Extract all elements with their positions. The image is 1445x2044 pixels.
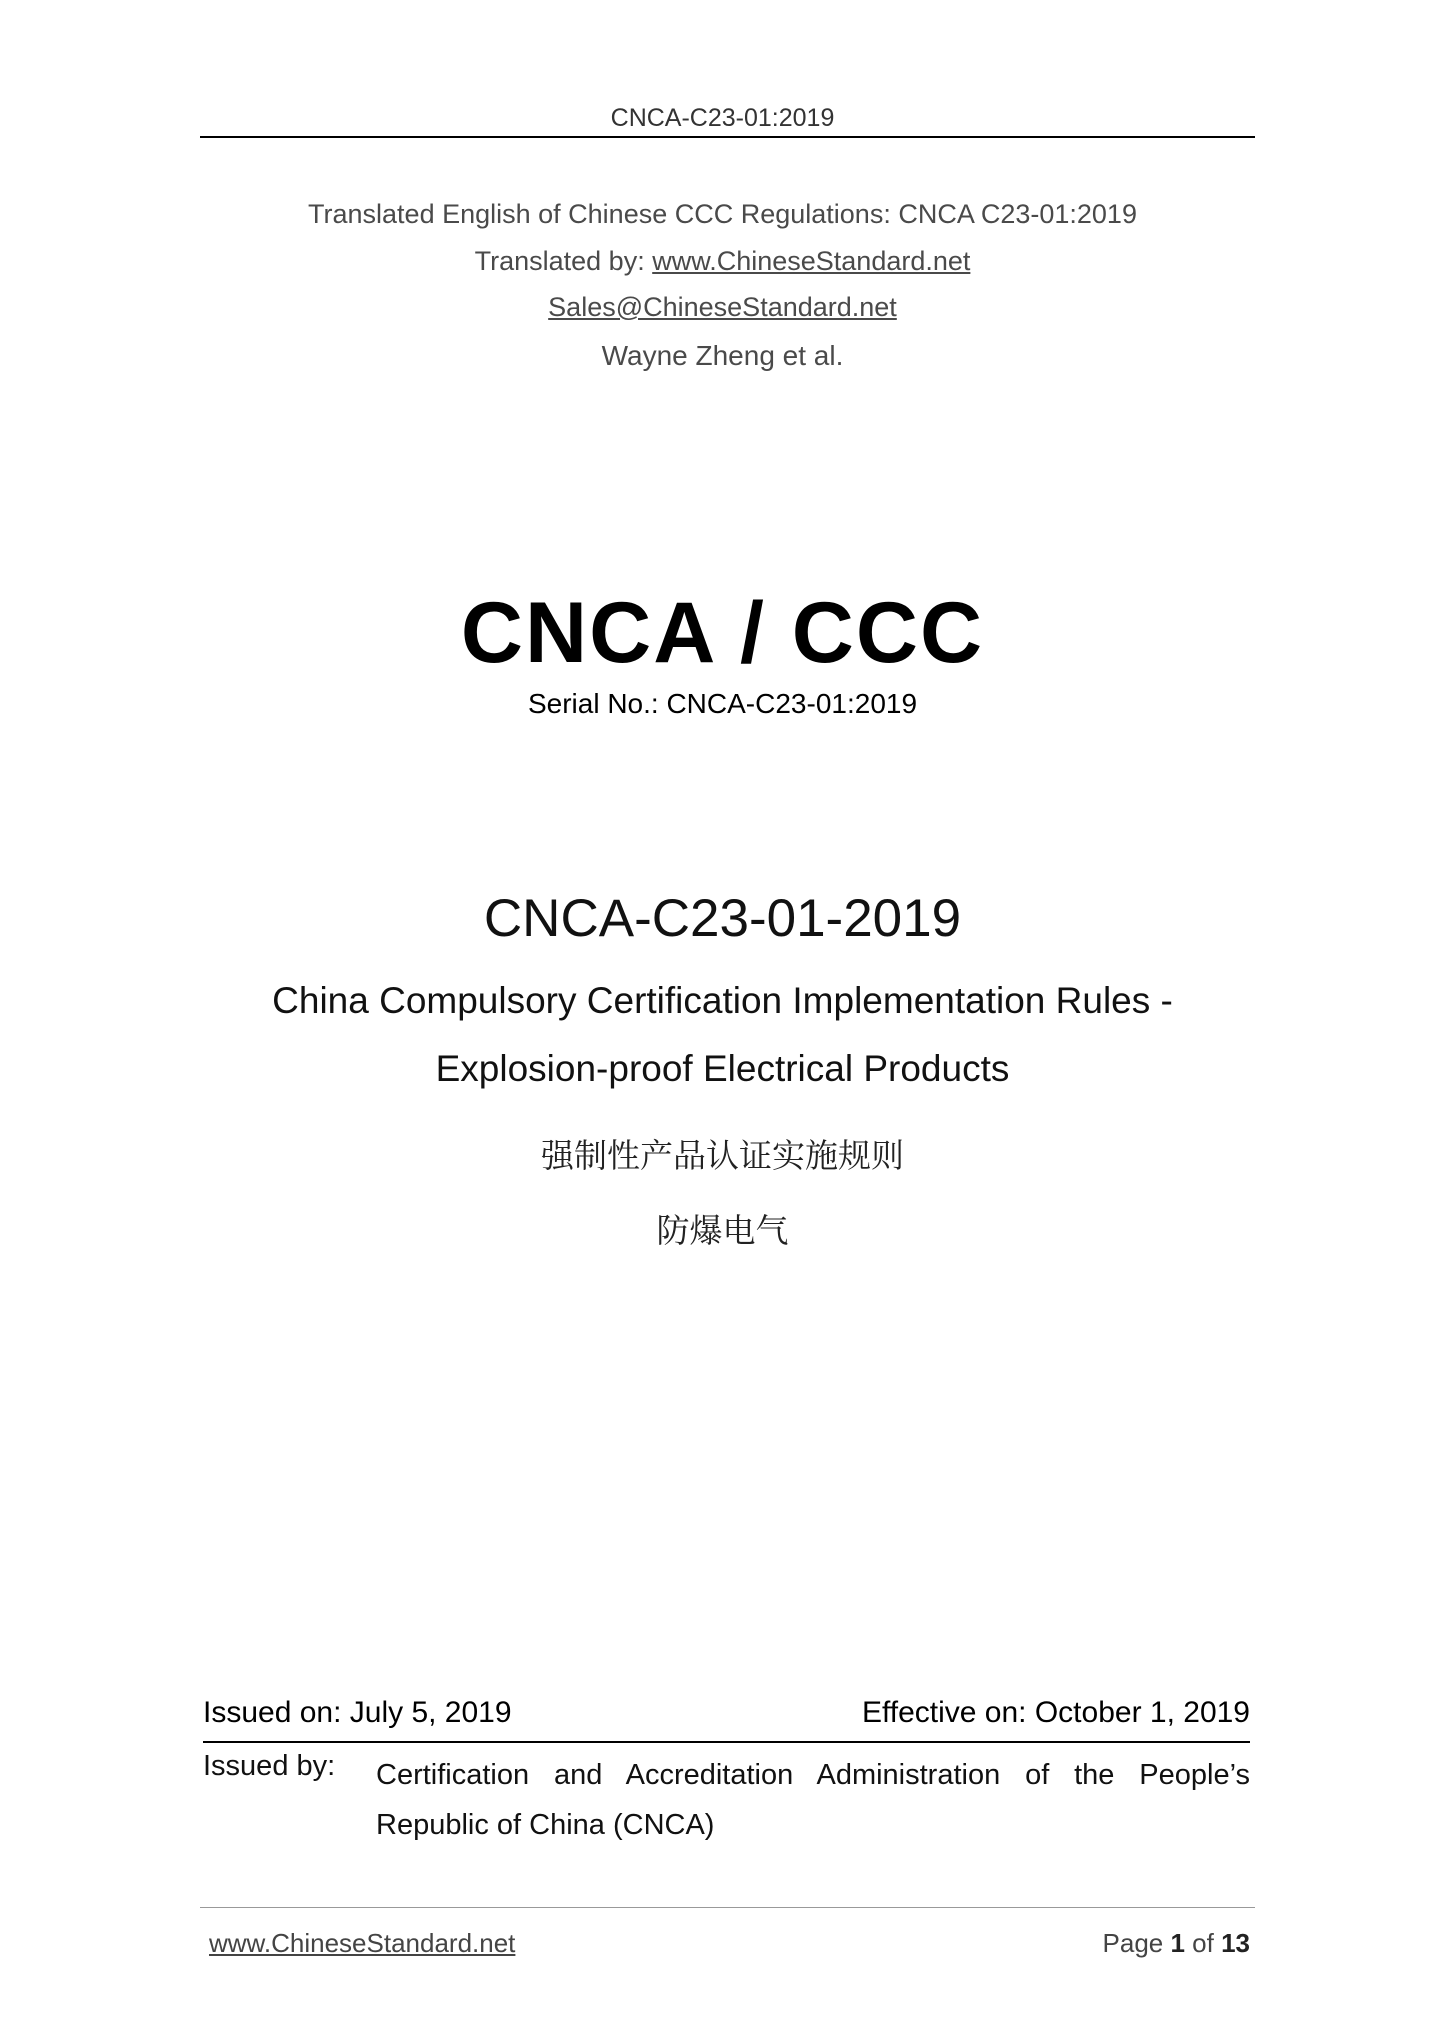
page-current: 1 [1170, 1928, 1185, 1958]
effective-on-date: Effective on: October 1, 2019 [861, 1696, 1250, 1729]
translation-authors: Wayne Zheng et al. [601, 340, 844, 371]
serial-number: Serial No.: CNCA-C23-01:2019 [527, 688, 918, 719]
translated-by-line [0, 246, 1445, 277]
header-divider [200, 136, 1255, 138]
cover-main-title: CNCA / CCC [460, 585, 985, 681]
page-of-label: of [1184, 1928, 1222, 1958]
chinese-title-line-2: 防爆电气 [656, 1211, 789, 1250]
footer-divider [200, 1907, 1255, 1908]
sales-email-line [0, 292, 1445, 323]
page-indicator [950, 1928, 1250, 1959]
issued-by-label: Issued by: [203, 1750, 336, 1782]
translation-title: Translated English of Chinese CCC Regulations: CNCA C23-01:2019 [308, 199, 1137, 229]
document-code: CNCA-C23-01-2019 [483, 889, 962, 948]
sales-email-link[interactable]: Sales@ChineseStandard.net [548, 292, 897, 322]
translated-by-link[interactable]: www.ChineseStandard.net [652, 246, 971, 276]
page-label: Page [1102, 1928, 1171, 1958]
issued-by-line-2: Republic of China (CNCA) [376, 1809, 715, 1841]
page-total: 13 [1221, 1928, 1250, 1958]
footer-website-link[interactable]: www.ChineseStandard.net [209, 1928, 516, 1958]
issued-by-line-1: Certification and Accreditation Administration of the People’s [376, 1759, 1250, 1791]
header-document-code: CNCA-C23-01:2019 [610, 104, 835, 132]
document-title-line-2: Explosion-proof Electrical Products [435, 1048, 1010, 1089]
translated-by-label: Translated by: [474, 246, 653, 276]
issued-on-date: Issued on: July 5, 2019 [203, 1696, 512, 1729]
issue-divider [203, 1741, 1250, 1743]
chinese-title-line-1: 强制性产品认证实施规则 [541, 1136, 904, 1175]
document-title-line-1: China Compulsory Certification Implementation Rules - [272, 980, 1173, 1021]
